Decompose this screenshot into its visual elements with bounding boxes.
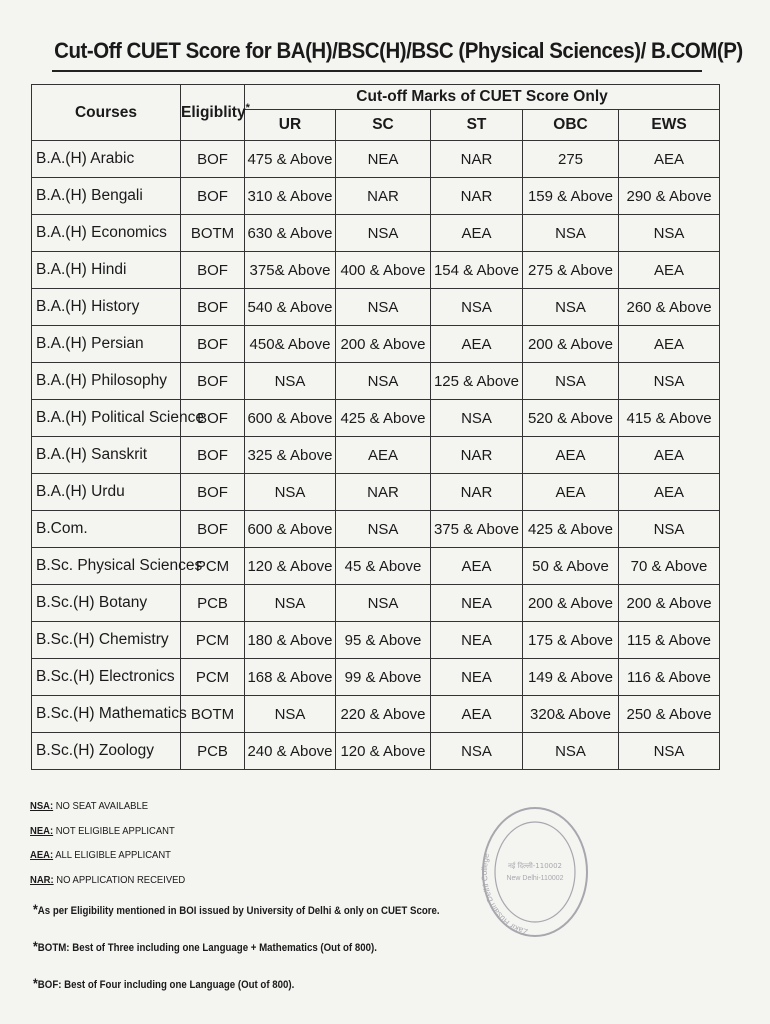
legend-text: NOT ELIGIBLE APPLICANT <box>53 824 175 837</box>
cutoff-ews: NSA <box>619 363 720 400</box>
eligibility-code: PCB <box>181 585 245 622</box>
cutoff-ur: 180 & Above <box>245 622 336 659</box>
table-row <box>32 400 720 437</box>
cutoff-obc: 320& Above <box>523 696 619 733</box>
cutoff-sc: 425 & Above <box>336 400 431 437</box>
cutoff-st: 154 & Above <box>431 252 523 289</box>
eligibility-code: BOF <box>181 363 245 400</box>
cutoff-st: NAR <box>431 141 523 178</box>
course-name: B.Sc.(H) Zoology <box>32 733 181 770</box>
table-row <box>32 141 720 178</box>
cutoff-obc: 159 & Above <box>523 178 619 215</box>
eligibility-code: BOF <box>181 437 245 474</box>
cutoff-st: NAR <box>431 437 523 474</box>
cutoff-ews: AEA <box>619 437 720 474</box>
table-row <box>32 696 720 733</box>
cutoff-ur: 540 & Above <box>245 289 336 326</box>
seal-center-line2: New Delhi-110002 <box>506 875 564 882</box>
cutoff-sc: 220 & Above <box>336 696 431 733</box>
cutoff-obc: 275 <box>523 141 619 178</box>
cutoff-ews: AEA <box>619 141 720 178</box>
cutoff-obc: 425 & Above <box>523 511 619 548</box>
cutoff-ur: NSA <box>245 585 336 622</box>
cutoff-obc: NSA <box>523 289 619 326</box>
cutoff-obc: 200 & Above <box>523 585 619 622</box>
cutoff-obc: 50 & Above <box>523 548 619 585</box>
legend-item <box>30 794 185 819</box>
header-category-obc: OBC <box>523 110 619 141</box>
course-name: B.A.(H) Urdu <box>32 474 181 511</box>
legend-abbr: AEA: <box>30 849 54 861</box>
cutoff-obc: 275 & Above <box>523 252 619 289</box>
table-row <box>32 289 720 326</box>
table-row <box>32 326 720 363</box>
cutoff-st: 125 & Above <box>431 363 523 400</box>
table-row <box>32 511 720 548</box>
cutoff-ews: 70 & Above <box>619 548 720 585</box>
course-name: B.A.(H) Political Science <box>32 400 181 437</box>
table-row <box>32 733 720 770</box>
cutoff-ews: AEA <box>619 326 720 363</box>
cutoff-obc: NSA <box>523 215 619 252</box>
table-row <box>32 437 720 474</box>
course-name: B.A.(H) Arabic <box>32 141 181 178</box>
cutoff-table <box>31 84 720 770</box>
course-name: B.Sc.(H) Botany <box>32 585 181 622</box>
header-category-ur: UR <box>245 110 336 141</box>
cutoff-sc: NAR <box>336 474 431 511</box>
course-name: B.A.(H) History <box>32 289 181 326</box>
cutoff-obc: 200 & Above <box>523 326 619 363</box>
seal-center-line1: नई दिल्ली-110002 <box>507 862 563 870</box>
cutoff-ur: 630 & Above <box>245 215 336 252</box>
eligibility-code: BOF <box>181 474 245 511</box>
legend-text: NO SEAT AVAILABLE <box>53 800 148 812</box>
course-name: B.A.(H) Economics <box>32 215 181 252</box>
header-eligibility-mark: * <box>245 102 250 115</box>
cutoff-ews: NSA <box>619 511 720 548</box>
eligibility-code: BOTM <box>181 215 245 252</box>
table-row <box>32 215 720 252</box>
cutoff-ur: 168 & Above <box>245 659 336 696</box>
eligibility-code: BOF <box>181 178 245 215</box>
header-category-st: ST <box>431 110 523 141</box>
legend-item <box>30 868 185 893</box>
course-name: B.Sc.(H) Electronics <box>32 659 181 696</box>
eligibility-code: BOF <box>181 511 245 548</box>
cutoff-ur: 450& Above <box>245 326 336 363</box>
abbreviation-legend <box>30 794 185 892</box>
cutoff-sc: NEA <box>336 141 431 178</box>
course-name: B.A.(H) Philosophy <box>32 363 181 400</box>
eligibility-code: BOF <box>181 400 245 437</box>
footnote-mark: * <box>33 938 38 954</box>
header-category-ews: EWS <box>619 110 720 141</box>
course-name: B.A.(H) Bengali <box>32 178 181 215</box>
cutoff-ur: 600 & Above <box>245 400 336 437</box>
footnote <box>33 966 440 1003</box>
cutoff-obc: 149 & Above <box>523 659 619 696</box>
cutoff-ur: NSA <box>245 363 336 400</box>
cutoff-ews: 250 & Above <box>619 696 720 733</box>
legend-item <box>30 819 185 844</box>
course-name: B.Sc. Physical Sciences <box>32 548 181 585</box>
course-name: B.A.(H) Hindi <box>32 252 181 289</box>
cutoff-sc: 45 & Above <box>336 548 431 585</box>
table-row <box>32 178 720 215</box>
cutoff-ur: 325 & Above <box>245 437 336 474</box>
table-row <box>32 252 720 289</box>
college-seal <box>480 796 590 940</box>
table-row <box>32 659 720 696</box>
cutoff-obc: AEA <box>523 437 619 474</box>
cutoff-st: AEA <box>431 548 523 585</box>
table-row <box>32 548 720 585</box>
course-name: B.Sc.(H) Mathematics <box>32 696 181 733</box>
cutoff-st: NEA <box>431 622 523 659</box>
header-courses: Courses <box>32 85 181 141</box>
table-row <box>32 585 720 622</box>
eligibility-code: BOF <box>181 326 245 363</box>
eligibility-code: PCM <box>181 659 245 696</box>
header-category-sc: SC <box>336 110 431 141</box>
cutoff-ur: 475 & Above <box>245 141 336 178</box>
cutoff-ur: 600 & Above <box>245 511 336 548</box>
cutoff-st: NAR <box>431 178 523 215</box>
cutoff-ur: 120 & Above <box>245 548 336 585</box>
cutoff-sc: 95 & Above <box>336 622 431 659</box>
legend-abbr: NSA: <box>30 800 54 812</box>
footnotes <box>33 892 440 1003</box>
cutoff-ur: 240 & Above <box>245 733 336 770</box>
title-underline <box>52 70 702 72</box>
course-name: B.A.(H) Persian <box>32 326 181 363</box>
course-name: B.Com. <box>32 511 181 548</box>
cutoff-ur: NSA <box>245 474 336 511</box>
eligibility-code: BOF <box>181 289 245 326</box>
footnote-mark: * <box>33 975 38 991</box>
header-eligibility-label: Eligiblity <box>181 104 246 122</box>
cutoff-st: NSA <box>431 733 523 770</box>
cutoff-sc: NSA <box>336 215 431 252</box>
page-title: Cut-Off CUET Score for BA(H)/BSC(H)/BSC (Physical Sciences)/ B.COM(P) <box>54 38 743 63</box>
cutoff-ews: 290 & Above <box>619 178 720 215</box>
header-cutoff-group: Cut-off Marks of CUET Score Only <box>245 85 720 110</box>
eligibility-code: PCM <box>181 548 245 585</box>
cutoff-ur: NSA <box>245 696 336 733</box>
cutoff-sc: NSA <box>336 511 431 548</box>
cutoff-st: AEA <box>431 326 523 363</box>
cutoff-obc: AEA <box>523 474 619 511</box>
cutoff-st: NAR <box>431 474 523 511</box>
cutoff-sc: 400 & Above <box>336 252 431 289</box>
eligibility-code: PCB <box>181 733 245 770</box>
cutoff-obc: 520 & Above <box>523 400 619 437</box>
course-name: B.A.(H) Sanskrit <box>32 437 181 474</box>
cutoff-sc: 99 & Above <box>336 659 431 696</box>
table-row <box>32 363 720 400</box>
cutoff-st: AEA <box>431 696 523 733</box>
cutoff-ews: 115 & Above <box>619 622 720 659</box>
eligibility-code: BOF <box>181 252 245 289</box>
legend-text: ALL ELIGIBLE APPLICANT <box>53 849 171 861</box>
footnote-text: As per Eligibility mentioned in BOI issued by University of Delhi & only on CUET Score. <box>37 905 440 917</box>
cutoff-sc: NAR <box>336 178 431 215</box>
cutoff-sc: 120 & Above <box>336 733 431 770</box>
cutoff-obc: NSA <box>523 363 619 400</box>
legend-abbr: NEA: <box>30 824 54 837</box>
cutoff-ews: 415 & Above <box>619 400 720 437</box>
cutoff-st: NEA <box>431 659 523 696</box>
cutoff-obc: 175 & Above <box>523 622 619 659</box>
header-eligibility <box>181 85 250 141</box>
cutoff-st: NSA <box>431 400 523 437</box>
cutoff-sc: NSA <box>336 289 431 326</box>
footnote-mark: * <box>33 901 38 917</box>
eligibility-code: BOTM <box>181 696 245 733</box>
footnote-text: BOTM: Best of Three including one Language + Mathematics (Out of 800). <box>37 942 377 954</box>
cutoff-ews: NSA <box>619 733 720 770</box>
legend-item <box>30 843 185 868</box>
table-row <box>32 474 720 511</box>
cutoff-ur: 375& Above <box>245 252 336 289</box>
legend-text: NO APPLICATION RECEIVED <box>53 873 186 886</box>
cutoff-ur: 310 & Above <box>245 178 336 215</box>
course-name: B.Sc.(H) Chemistry <box>32 622 181 659</box>
legend-abbr: NAR: <box>30 873 54 886</box>
cutoff-sc: 200 & Above <box>336 326 431 363</box>
table-row <box>32 622 720 659</box>
footnote-text: BOF: Best of Four including one Language (Out of 800). <box>37 979 295 991</box>
cutoff-ews: AEA <box>619 252 720 289</box>
cutoff-ews: AEA <box>619 474 720 511</box>
eligibility-code: BOF <box>181 141 245 178</box>
cutoff-st: AEA <box>431 215 523 252</box>
cutoff-ews: NSA <box>619 215 720 252</box>
cutoff-ews: 116 & Above <box>619 659 720 696</box>
cutoff-ews: 260 & Above <box>619 289 720 326</box>
cutoff-ews: 200 & Above <box>619 585 720 622</box>
footnote <box>33 929 440 966</box>
cutoff-st: NEA <box>431 585 523 622</box>
cutoff-sc: NSA <box>336 585 431 622</box>
cutoff-st: NSA <box>431 289 523 326</box>
seal-ring-text: Zakir Husain Delhi College <box>480 852 529 937</box>
eligibility-code: PCM <box>181 622 245 659</box>
footnote <box>33 892 440 929</box>
cutoff-sc: NSA <box>336 363 431 400</box>
cutoff-sc: AEA <box>336 437 431 474</box>
cutoff-st: 375 & Above <box>431 511 523 548</box>
cutoff-obc: NSA <box>523 733 619 770</box>
